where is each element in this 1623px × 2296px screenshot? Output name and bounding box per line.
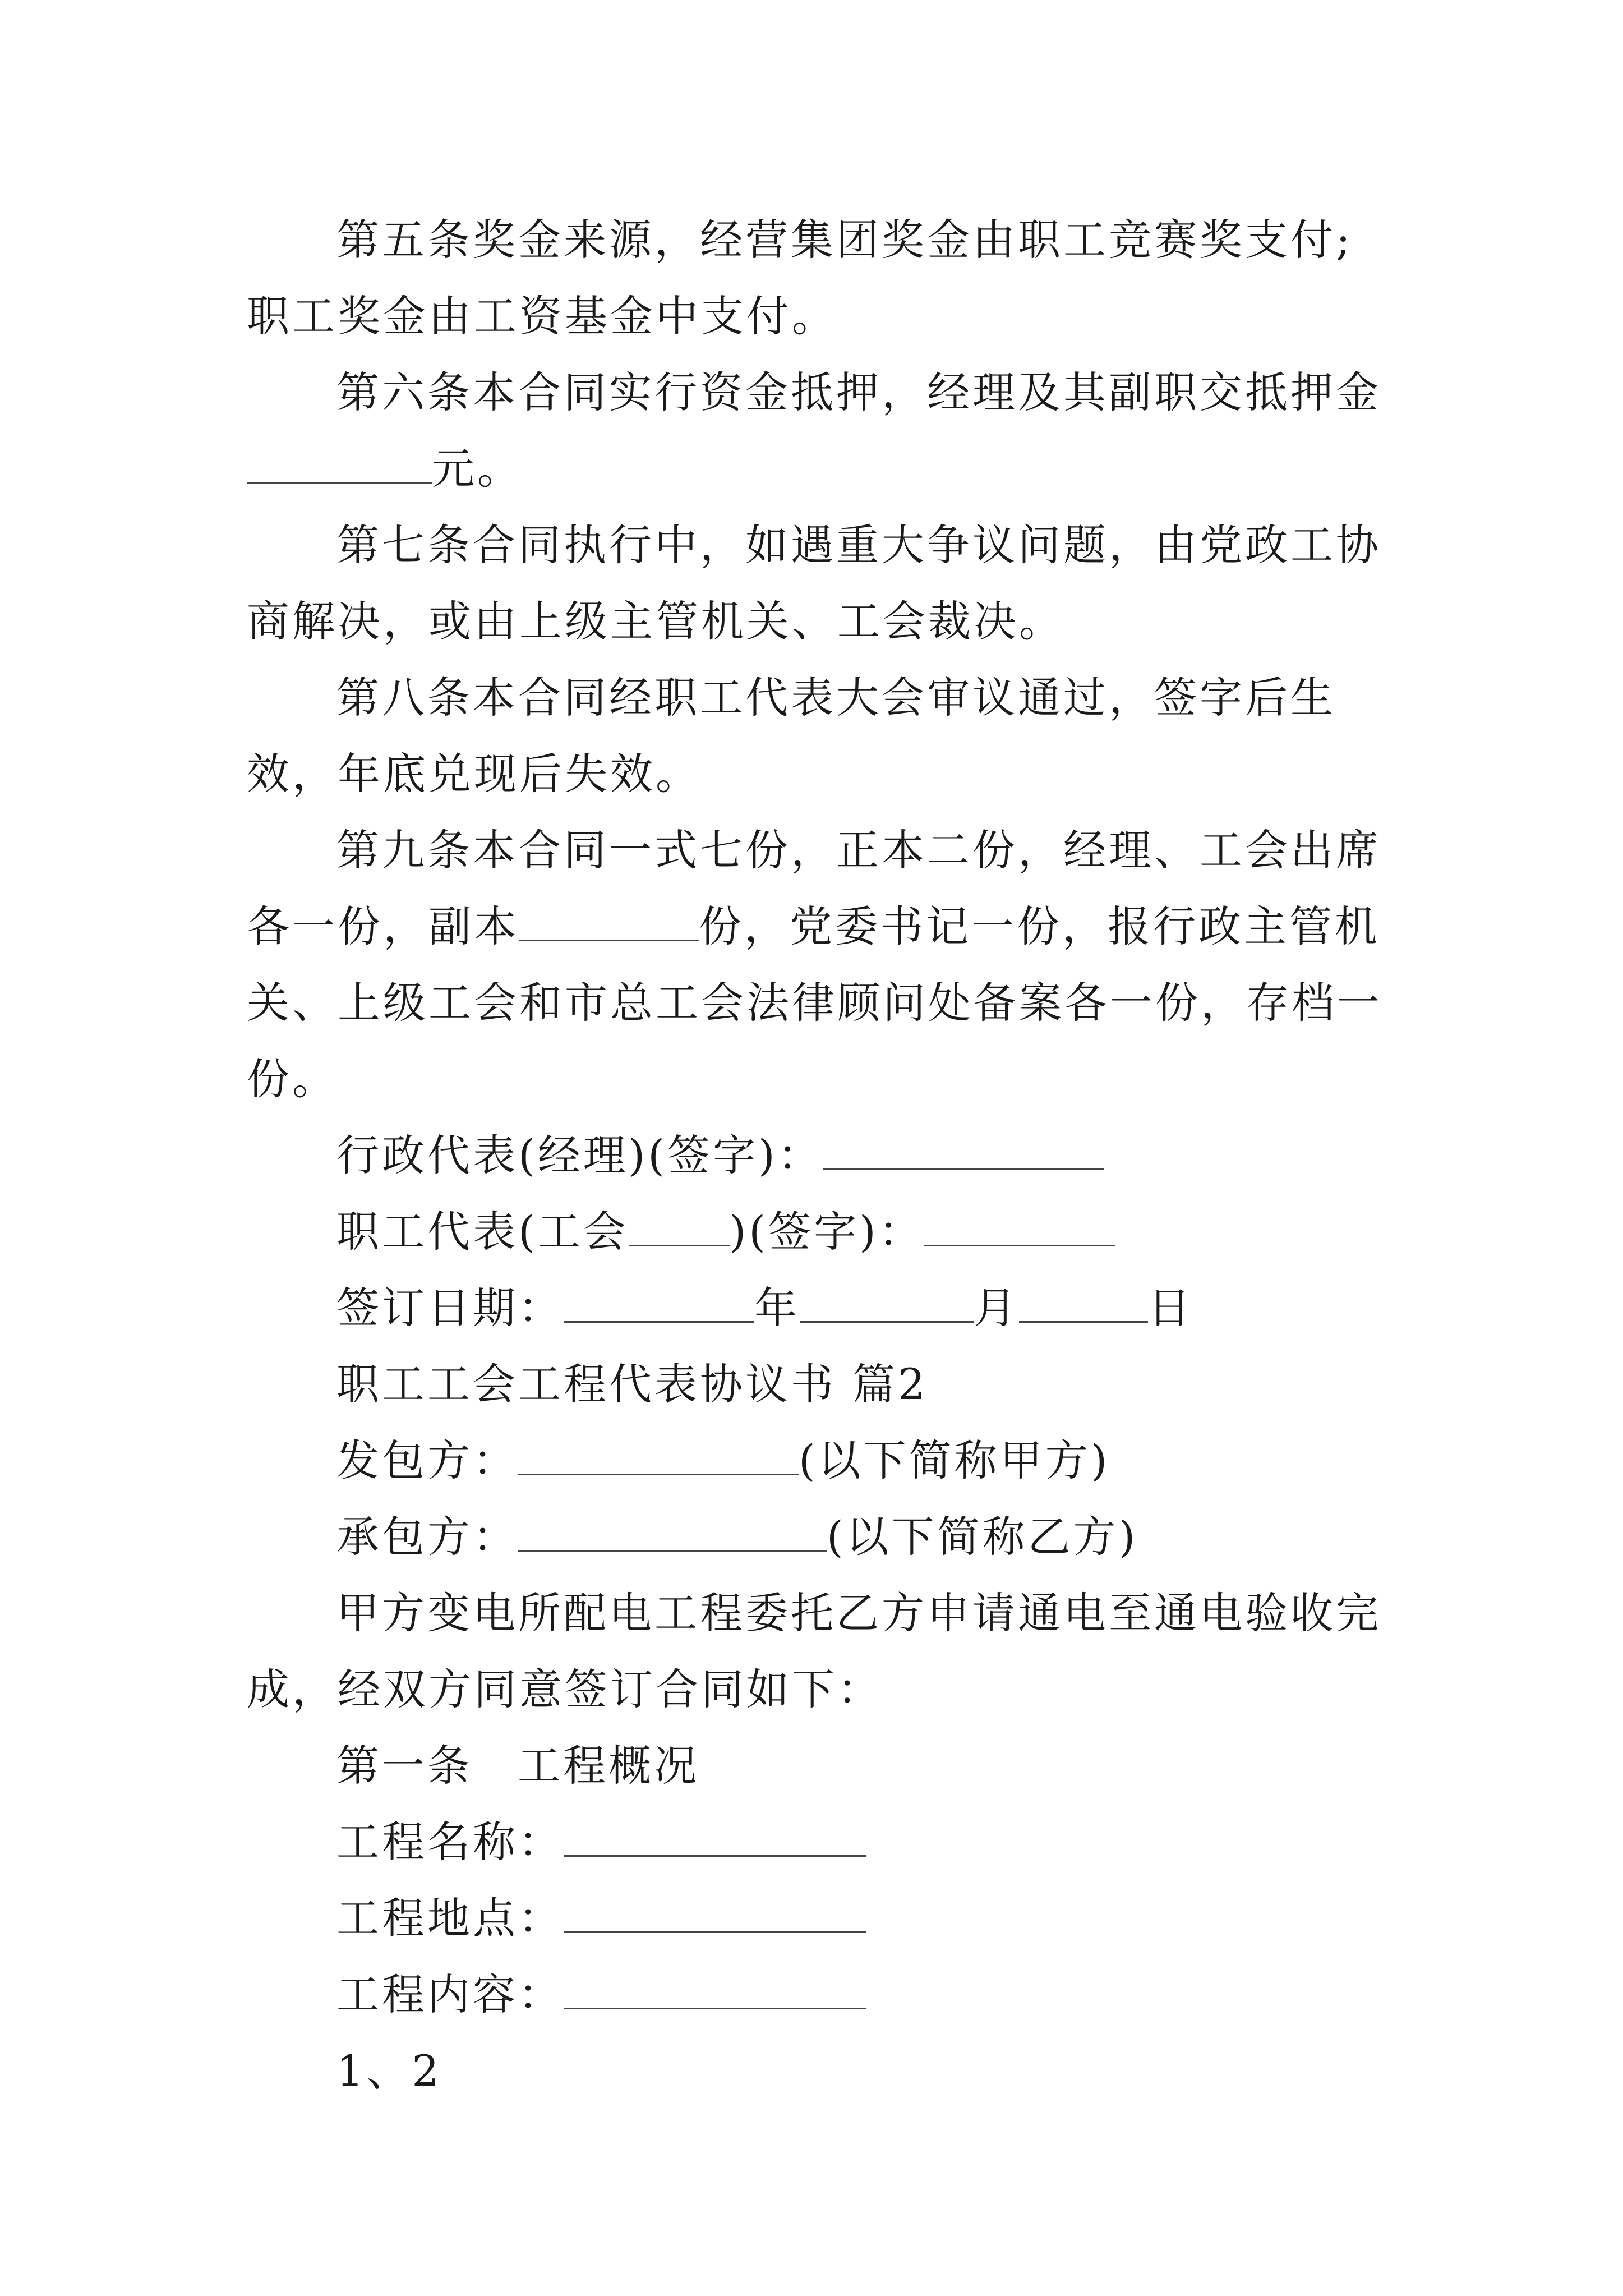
project-content-label: 工程内容： <box>336 1970 564 2019</box>
staff-rep-signature-line <box>247 1194 1396 1270</box>
party-a-note: (以下简称甲方) <box>799 1435 1110 1485</box>
staff-rep-label-a: 职工代表(工会 <box>336 1207 629 1257</box>
project-content-blank <box>564 1971 866 2009</box>
sign-day-label: 日 <box>1148 1283 1193 1333</box>
article-7-text: 第七条合同执行中，如遇重大争议问题，由党政工协商解决，或由上级主管机关、工会裁决。 <box>247 520 1381 646</box>
intro-paragraph <box>247 1575 1396 1728</box>
clause-1-heading <box>247 1728 1396 1804</box>
article-9 <box>247 812 1396 1117</box>
admin-rep-signature-line <box>247 1117 1396 1194</box>
article-5 <box>247 202 1396 355</box>
staff-rep-signature-blank <box>924 1208 1115 1246</box>
staff-rep-label-b: )(签字)： <box>729 1207 924 1257</box>
staff-rep-union-blank <box>629 1208 730 1246</box>
project-content-line <box>247 1957 1396 2033</box>
article-9-text-lead: 第九条本合同一式七份，正本二份，经理、工会出席各一份，副本 <box>247 825 1381 951</box>
party-b-name-blank <box>518 1513 827 1552</box>
intro-text: 甲方变电所配电工程委托乙方申请通电至通电验收完成，经双方同意签订合同如下： <box>247 1588 1381 1714</box>
project-name-line <box>247 1804 1396 1880</box>
article-7 <box>247 507 1396 660</box>
contract-text <box>247 202 1396 2109</box>
clause-1-title: 工程概况 <box>518 1741 699 1791</box>
project-location-blank <box>564 1894 866 1933</box>
sign-year-blank <box>564 1284 754 1323</box>
admin-rep-label: 行政代表(经理)(签字)： <box>336 1130 823 1180</box>
copies-count-blank <box>519 903 699 941</box>
list-marker-line <box>247 2033 1396 2109</box>
admin-rep-signature-blank <box>823 1131 1104 1170</box>
article-6-unit: 元。 <box>432 444 523 494</box>
sign-month-label: 月 <box>974 1283 1019 1333</box>
article-6-text: 第六条本合同实行资金抵押，经理及其副职交抵押金 <box>336 367 1381 417</box>
sign-date-line <box>247 1270 1396 1346</box>
article-8 <box>247 660 1396 812</box>
deposit-amount-blank <box>247 445 432 484</box>
project-name-label: 工程名称： <box>336 1817 564 1867</box>
party-b-note: (以下简称乙方) <box>827 1512 1138 1562</box>
article-5-text: 第五条奖金来源，经营集团奖金由职工竞赛奖支付;职工奖金由工资基金中支付。 <box>247 215 1353 341</box>
sign-day-blank <box>1019 1284 1148 1323</box>
article-9-text-tail: 份，党委书记一份，报行政主管机关、上级工会和市总工会法律顾问处备案各一份，存档一份。 <box>247 901 1382 1104</box>
party-b-label: 承包方： <box>336 1512 518 1562</box>
project-name-blank <box>564 1818 866 1857</box>
party-a-line <box>247 1423 1396 1499</box>
sign-year-label: 年 <box>754 1283 800 1333</box>
article-8-text: 第八条本合同经职工代表大会审议通过，签字后生效，年底兑现后失效。 <box>247 673 1336 799</box>
party-b-line <box>247 1499 1396 1575</box>
clause-1-number: 第一条 <box>336 1741 473 1791</box>
section-2-title <box>247 1346 1396 1423</box>
project-location-line <box>247 1880 1396 1957</box>
list-marker: 1、2 <box>336 2046 442 2096</box>
article-6 <box>247 355 1396 507</box>
section-2-title-text: 职工工会工程代表协议书 篇2 <box>336 1359 928 1409</box>
party-a-label: 发包方： <box>336 1435 518 1485</box>
sign-date-label: 签订日期： <box>336 1283 564 1333</box>
project-location-label: 工程地点： <box>336 1893 564 1943</box>
party-a-name-blank <box>518 1437 799 1475</box>
sign-month-blank <box>800 1284 974 1323</box>
